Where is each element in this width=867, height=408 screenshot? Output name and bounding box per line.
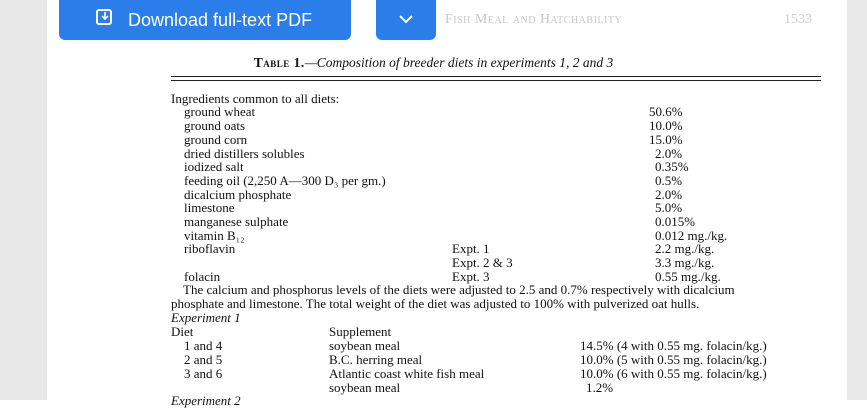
riboflavin-amount: 2.2 mg./kg. (655, 241, 715, 256)
riboflavin-expt: Expt. 2 & 3 (452, 255, 513, 270)
amount-cell: 10.0% (5 with 0.55 mg. folacin/kg.) (580, 352, 767, 367)
supplement-cell: B.C. herring meal (329, 352, 423, 367)
ingredient-name: vitamin B₁₂ (184, 228, 245, 243)
experiment2-title-partial: Experiment 2 (171, 393, 241, 408)
ingredient-amount: 50.6% (649, 104, 683, 119)
running-head: Fish Meal and Hatchability (445, 12, 623, 27)
amount-cell: 10.0% (6 with 0.55 mg. folacin/kg.) (580, 366, 767, 381)
riboflavin-amount: 3.3 mg./kg. (655, 255, 715, 270)
ingredient-amount: 0.015% (655, 214, 696, 229)
ingredient-amount: 2.0% (655, 187, 683, 202)
supplement-cell: soybean meal (329, 338, 401, 353)
download-pdf-label: Download full-text PDF (128, 9, 313, 30)
table-top-rule (171, 76, 821, 77)
ingredient-name: ground wheat (184, 104, 256, 119)
ingredient-amount: 15.0% (649, 132, 683, 147)
table-note-line2: phosphate and limestone. The total weight of the diet was adjusted to 100% with pulverized oat hulls. (171, 296, 700, 311)
ingredient-name: feeding oil (2,250 A—300 D₃ per gm.) (184, 173, 386, 188)
ingredient-amount: 0.35% (655, 159, 689, 174)
ingredient-amount: 2.0% (655, 146, 683, 161)
table-top-rule-double (171, 80, 821, 81)
toggle-toolbar-button[interactable] (376, 0, 436, 40)
ingredient-amount: 5.0% (655, 200, 683, 215)
amount-cell: 14.5% (4 with 0.55 mg. folacin/kg.) (580, 338, 767, 353)
table-title-lead: Table 1. (253, 55, 305, 70)
folacin-name: folacin (184, 269, 221, 284)
download-pdf-button[interactable] (59, 0, 351, 40)
table-note-line1: The calcium and phosphorus levels of the diets were adjusted to 2.5 and 0.7% respectively with dicalcium (183, 282, 735, 297)
folacin-amount: 0.55 mg./kg. (655, 269, 721, 284)
diet-cell: 3 and 6 (184, 366, 223, 381)
ingredient-name: dicalcium phosphate (184, 187, 292, 202)
table-title-caption: —Composition of breeder diets in experiments 1, 2 and 3 (304, 55, 614, 70)
page-number: 1533 (784, 12, 812, 27)
folacin-expt: Expt. 3 (452, 269, 490, 284)
diet-cell: 2 and 5 (184, 352, 223, 367)
ingredient-name: limestone (184, 200, 235, 215)
table-title (0, 55, 867, 71)
diet-column-header: Diet (171, 324, 194, 339)
ingredient-name: manganese sulphate (184, 214, 289, 229)
riboflavin-name: riboflavin (184, 241, 236, 256)
experiment1-title: Experiment 1 (171, 310, 241, 325)
riboflavin-expt: Expt. 1 (452, 241, 490, 256)
diet-cell: 1 and 4 (184, 338, 223, 353)
ingredient-amount: 10.0% (649, 118, 683, 133)
chevron-down-icon (398, 11, 414, 29)
supplement-column-header: Supplement (329, 324, 392, 339)
ingredient-amount: 0.5% (655, 173, 683, 188)
amount-cell: 1.2% (586, 380, 614, 395)
ingredient-amount: 0.012 mg./kg. (655, 228, 728, 243)
ingredient-name: ground oats (184, 118, 246, 133)
ingredient-name: dried distillers solubles (184, 146, 305, 161)
ingredient-name: ground corn (184, 132, 248, 147)
ingredient-name: iodized salt (184, 159, 244, 174)
supplement-cell: Atlantic coast white fish meal (329, 366, 485, 381)
common-ingredients-heading: Ingredients common to all diets: (171, 91, 340, 106)
supplement-cell: soybean meal (329, 380, 401, 395)
download-icon (96, 9, 112, 25)
